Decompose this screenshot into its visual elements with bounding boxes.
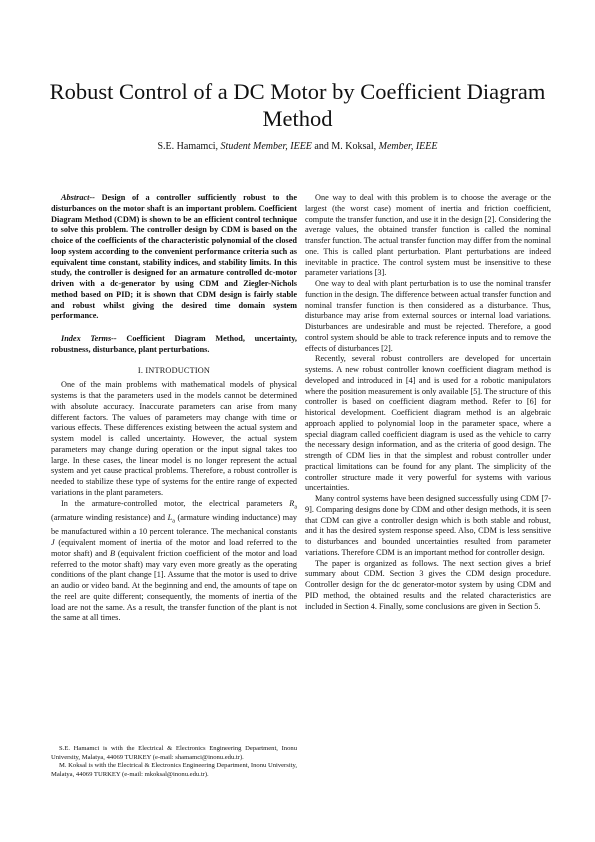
left-column (51, 193, 297, 624)
index-terms-paragraph (51, 334, 297, 356)
text-run: (armature winding inductance) may be manufactured within a 10 percent tolerance. The mechanical constants (51, 512, 297, 537)
intro-paragraph-5: Recently, several robust controllers are developed for uncertain systems. A new robust controller known coefficient diagram method is developed and introduced in [4] and is used for a robotic manipulators where the position measurement is only available [5]. The structure of this controller is based on coefficient diagram method. Refer to [6] for historical development. Coefficient diagram method is an algebraic approach applied to polynomial loop in the parameter space, where a special diagram called coefficient diagram is used as the vehicle to carry the necessary design information, and as the criteria of good design. The strength of CDM lies in that the simplest and robust controller under practical limitations can be found for any plant. The simplicity of the controller structure made it very powerful for systems with various uncertainties. (305, 354, 551, 493)
author-1-role: Student Member, IEEE (220, 141, 312, 152)
abstract (51, 193, 297, 322)
text-run: (equivalent moment of inertia of the motor and load referred to the motor shaft) and (51, 538, 297, 558)
intro-paragraph-6: Many control systems have been designed successfully using CDM [7-9]. Comparing designs done by CDM and other design methods, it is seen that CDM can give a controller design which is both stable and robust, and it has the desired system response speed. Also, CDM is less sensitive to disturbances and bounded uncertainties resulted from parameter variations. Therefore CDM is an important method for controller design. (305, 494, 551, 557)
symbol-letter: L (167, 512, 173, 522)
symbol-j: J (51, 538, 55, 548)
subscript-a: a (294, 504, 297, 511)
abstract-text: Design of a controller sufficiently robust to the disturbances on the motor shaft is an important problem. Coefficient Diagram Method (CDM) is shown to be an efficient control technique to solve this problem. The controller design by CDM is based on the choice of the coefficients of the characteristic polynomial of the closed loop system according to the convenient performance criteria such as equivalent time constant, stability indices, and stability limits. In this study, the controller is designed for an armature controlled dc-motor driven with a dc-generator by using CDM and Ziegler-Nichols method based on PID; it is shown that CDM design is fairly stable and robust whilst giving the desired time domain system performance. (51, 193, 297, 321)
abstract-paragraph (51, 193, 297, 322)
footnote-2: M. Koksal is with the Electrical & Electronics Engineering Department, Inonu University, Malatya, 44069 TURKEY (e-mail: mkoksal@inonu.edu.tr). (51, 762, 297, 779)
text-run: (armature winding resistance) and (51, 512, 168, 522)
symbol-letter: R (289, 498, 295, 508)
symbol-b: B (109, 548, 115, 558)
intro-paragraph-7: The paper is organized as follows. The next section gives a brief summary about CDM. Section 3 gives the CDM design procedure. Controller design for the dc generator-motor system by using CDM and PID method, the obtained results and the related characteristics are included in Section 4. Finally, some conclusions are given in Section 5. (305, 558, 551, 611)
footnote-1: S.E. Hamamci is with the Electrical & Electronics Engineering Department, Inonu University, Malatya, 44069 TURKEY (e-mail: shamamci@inonu.edu.tr). (51, 745, 297, 761)
section-heading-introduction: I. INTRODUCTION (137, 365, 211, 375)
intro-paragraph-4: One way to deal with plant perturbation is to use the nominal transfer function in the design. The difference between actual transfer function and nominal transfer function is then considered as a disturbance. Thus, disturbance may arise from external sources or internal load variations. Disturbances are undesirable and must be rejected. Therefore, a good control system should be able to track reference inputs and to remove the effects of disturbances [2]. (305, 279, 551, 353)
index-terms-text: Coefficient Diagram Method, uncertainty, robustness, disturbance, plant perturbations. (51, 334, 297, 354)
intro-paragraph-2 (51, 499, 297, 625)
author-2-role: Member, IEEE (378, 141, 438, 152)
author-footnotes (51, 745, 297, 780)
author-2-name: M. Koksal, (331, 141, 377, 152)
author-line (40, 141, 555, 153)
index-terms (51, 334, 297, 356)
author-conjunction: and (314, 141, 329, 152)
right-column (305, 193, 551, 612)
intro-paragraph-1: One of the main problems with mathematical models of physical systems is that the parameters used in the models cannot be determined with absolute accuracy. Inaccurate parameters can arise from many different factors. The values of parameters may change with time or various effects. These differences existing between the actual system and system model is called uncertainty. However, the actual system parameters may change during operation or the input signal takes too large. In these cases, the linear model is no longer represent the actual system and yet cause practical problems. Therefore, a robust controller is needed to stabilize these type of systems for the entire range of expected variations in the plant parameters. (51, 380, 297, 497)
paper-title: Robust Control of a DC Motor by Coefficient Diagram Method (49, 79, 546, 131)
text-run: (equivalent friction coefficient of the motor and load referred to the motor shaft) may vary even more greatly as the operating conditions of the plant change [1]. Assume that the motor is used to drive an audio or video band. At the beginning and end, the amounts of tape on the reel are quite different; consequently, the moments of inertia of the load are not the same. As a result, the transfer function of the plant is not the same at all times. (51, 548, 297, 623)
index-terms-label: Index Terms-- (61, 334, 117, 343)
intro-paragraph-3: One way to deal with this problem is to choose the average or the largest (the worst case) moment of inertia and friction coefficient, compute the transfer function, and use it in the design [2]. Considering the average values, the obtained transfer function is called the nominal transfer function. The actual transfer function may differ from the nominal one. This is called plant perturbation. Plant perturbations are indeed inevitable in practice. The control system must be insensitive to these parameter variations [3]. (305, 193, 551, 278)
text-run: In the armature-controlled motor, the electrical parameters (61, 498, 290, 508)
author-1-name: S.E. Hamamci, (157, 141, 219, 152)
abstract-label: Abstract-- (61, 193, 95, 202)
subscript-a: a (172, 518, 175, 525)
